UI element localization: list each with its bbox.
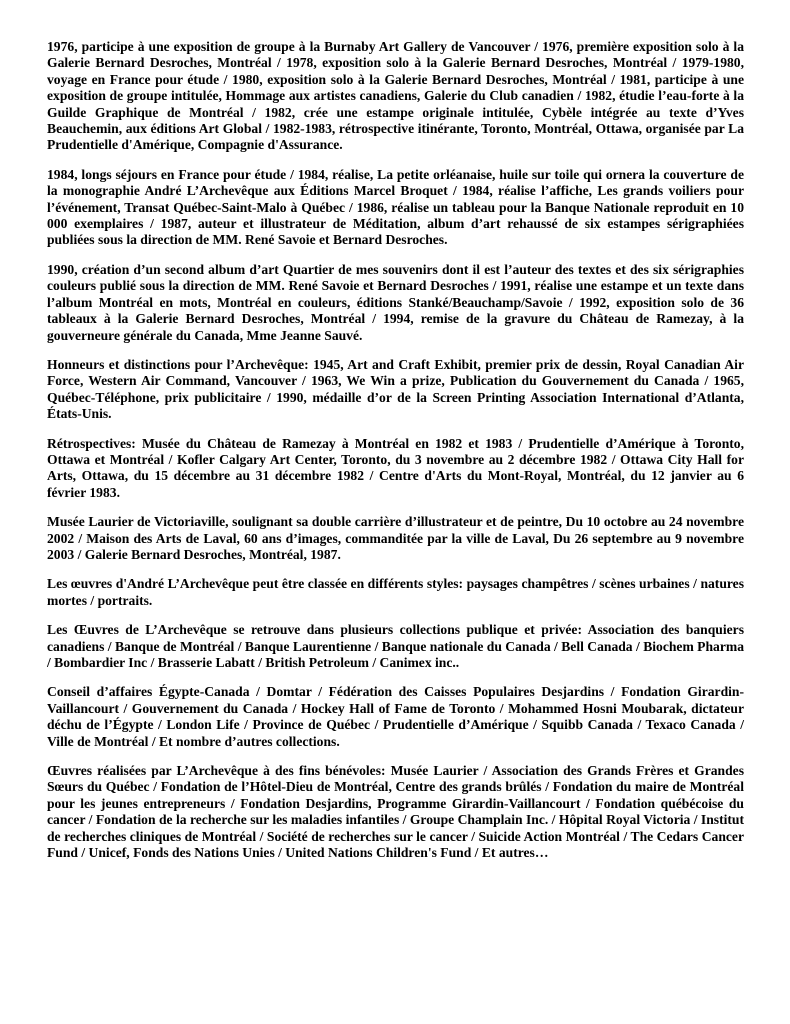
paragraph-1984-works: 1984, longs séjours en France pour étude / 1984, réalise, La petite orléanaise, huile sur toile qui ornera la couverture de la monographie André L’Archevêque aux Éditions Marcel Broquet / 1984, réalise l’affiche, Les grands voiliers pour l’événement, Transat Québec-Saint-Malo à Québec / 1986, réalise un tableau pour la Banque Nationale reproduit en 10 000 exemplaires / 1987, auteur et illustrateur de Méditation, album d’art rehaussé de six estampes sérigraphiées publiées sous la direction de MM. René Savoie et Bernard Desroches. [47, 166, 744, 248]
paragraph-charitable-works: Œuvres réalisées par L’Archevêque à des fins bénévoles: Musée Laurier / Association des Grands Frères et Grandes Sœurs du Québec / Fondation de l’Hôtel-Dieu de Montréal, Centre des grands brûlés / Fondation du maire de Montréal pour les jeunes entrepreneurs / Fondation Desjardins, Programme Girardin-Vaillancourt / Fondation québécoise du cancer / Fondation de la recherche sur les maladies infantiles / Groupe Champlain Inc. / Hôpital Royal Victoria / Institut de recherches cliniques de Montréal / Société de recherches sur le cancer / Suicide Action Montréal / The Cedars Cancer Fund / Unicef, Fonds des Nations Unies / United Nations Children's Fund / Et autres… [47, 763, 744, 861]
paragraph-styles: Les œuvres d'André L’Archevêque peut être classée en différents styles: paysages champêtres / scènes urbaines / natures mortes / portraits. [47, 576, 744, 608]
paragraph-honours: Honneurs et distinctions pour l’Archevêque: 1945, Art and Craft Exhibit, premier prix de dessin, Royal Canadian Air Force, Western Air Command, Vancouver / 1963, We Win a prize, Publication du Gouvernement du Canada / 1965, Québec-Téléphone, prix publicitaire / 1990, médaille d’or de la Screen Printing Association International d’Atlanta, États-Unis. [47, 356, 744, 422]
paragraph-musee-laurier: Musée Laurier de Victoriaville, soulignant sa double carrière d’illustrateur et de peintre, Du 10 octobre au 24 novembre 2002 / Maison des Arts de Laval, 60 ans d’images, commanditée par la ville de Laval, Du 26 septembre au 9 novembre 2003 / Galerie Bernard Desroches, Montréal, 1987. [47, 514, 744, 562]
paragraph-retrospectives: Rétrospectives: Musée du Château de Ramezay à Montréal en 1982 et 1983 / Prudentielle d’Amérique à Toronto, Ottawa et Montréal / Kofler Calgary Art Center, Toronto, du 3 novembre au 2 décembre 1982 / Ottawa City Hall for Arts, Ottawa, du 15 décembre au 31 décembre 1982 / Centre d'Arts du Mont-Royal, Montréal, du 12 janvier au 6 février 1983. [47, 435, 744, 500]
document-page [47, 39, 744, 874]
paragraph-1976-exhibitions: 1976, participe à une exposition de groupe à la Burnaby Art Gallery de Vancouver / 1976, première exposition solo à la Galerie Bernard Desroches, Montréal / 1978, exposition solo à la Galerie Bernard Desroches, Montréal / 1979-1980, voyage en France pour étude / 1980, exposition solo à la Galerie Bernard Desroches, Montréal / 1981, participe à une exposition de groupe intitulée, Hommage aux artistes canadiens, Galerie du Club canadien / 1982, étudie l’eau-forte à la Guilde Graphique de Montréal / 1982, crée une estampe originale intitulée, Cybèle intégrée au texte d’Yves Beauchemin, aux éditions Art Global / 1982-1983, rétrospective itinérante, Toronto, Montréal, Ottawa, organisée par La Prudentielle d'Amérique, Compagnie d'Assurance. [47, 39, 744, 153]
paragraph-collections-continued: Conseil d’affaires Égypte-Canada / Domtar / Fédération des Caisses Populaires Desjardins / Fondation Girardin-Vaillancourt / Gouvernement du Canada / Hockey Hall of Fame de Toronto / Mohammed Hosni Moubarak, dictateur déchu de l’Égypte / London Life / Province de Québec / Prudentielle d’Amérique / Squibb Canada / Texaco Canada / Ville de Montréal / Et nombre d’autres collections. [47, 684, 744, 749]
paragraph-collections: Les Œuvres de L’Archevêque se retrouve dans plusieurs collections publique et privée: Association des banquiers canadiens / Banque de Montréal / Banque Laurentienne / Banque nationale du Canada / Bell Canada / Biochem Pharma / Bombardier Inc / Brasserie Labatt / British Petroleum / Canimex inc.. [47, 622, 744, 670]
paragraph-1990-albums: 1990, création d’un second album d’art Quartier de mes souvenirs dont il est l’auteur des textes et des six sérigraphies couleurs publié sous la direction de MM. René Savoie et Bernard Desroches / 1991, réalise une estampe et un texte dans l’album Montréal en mots, Montréal en couleurs, éditions Stanké/Beauchamp/Savoie / 1992, exposition solo de 36 tableaux à la Galerie Bernard Desroches, Montréal / 1994, remise de la gravure du Château de Ramezay, à la gouverneure générale du Canada, Mme Jeanne Sauvé. [47, 261, 744, 343]
